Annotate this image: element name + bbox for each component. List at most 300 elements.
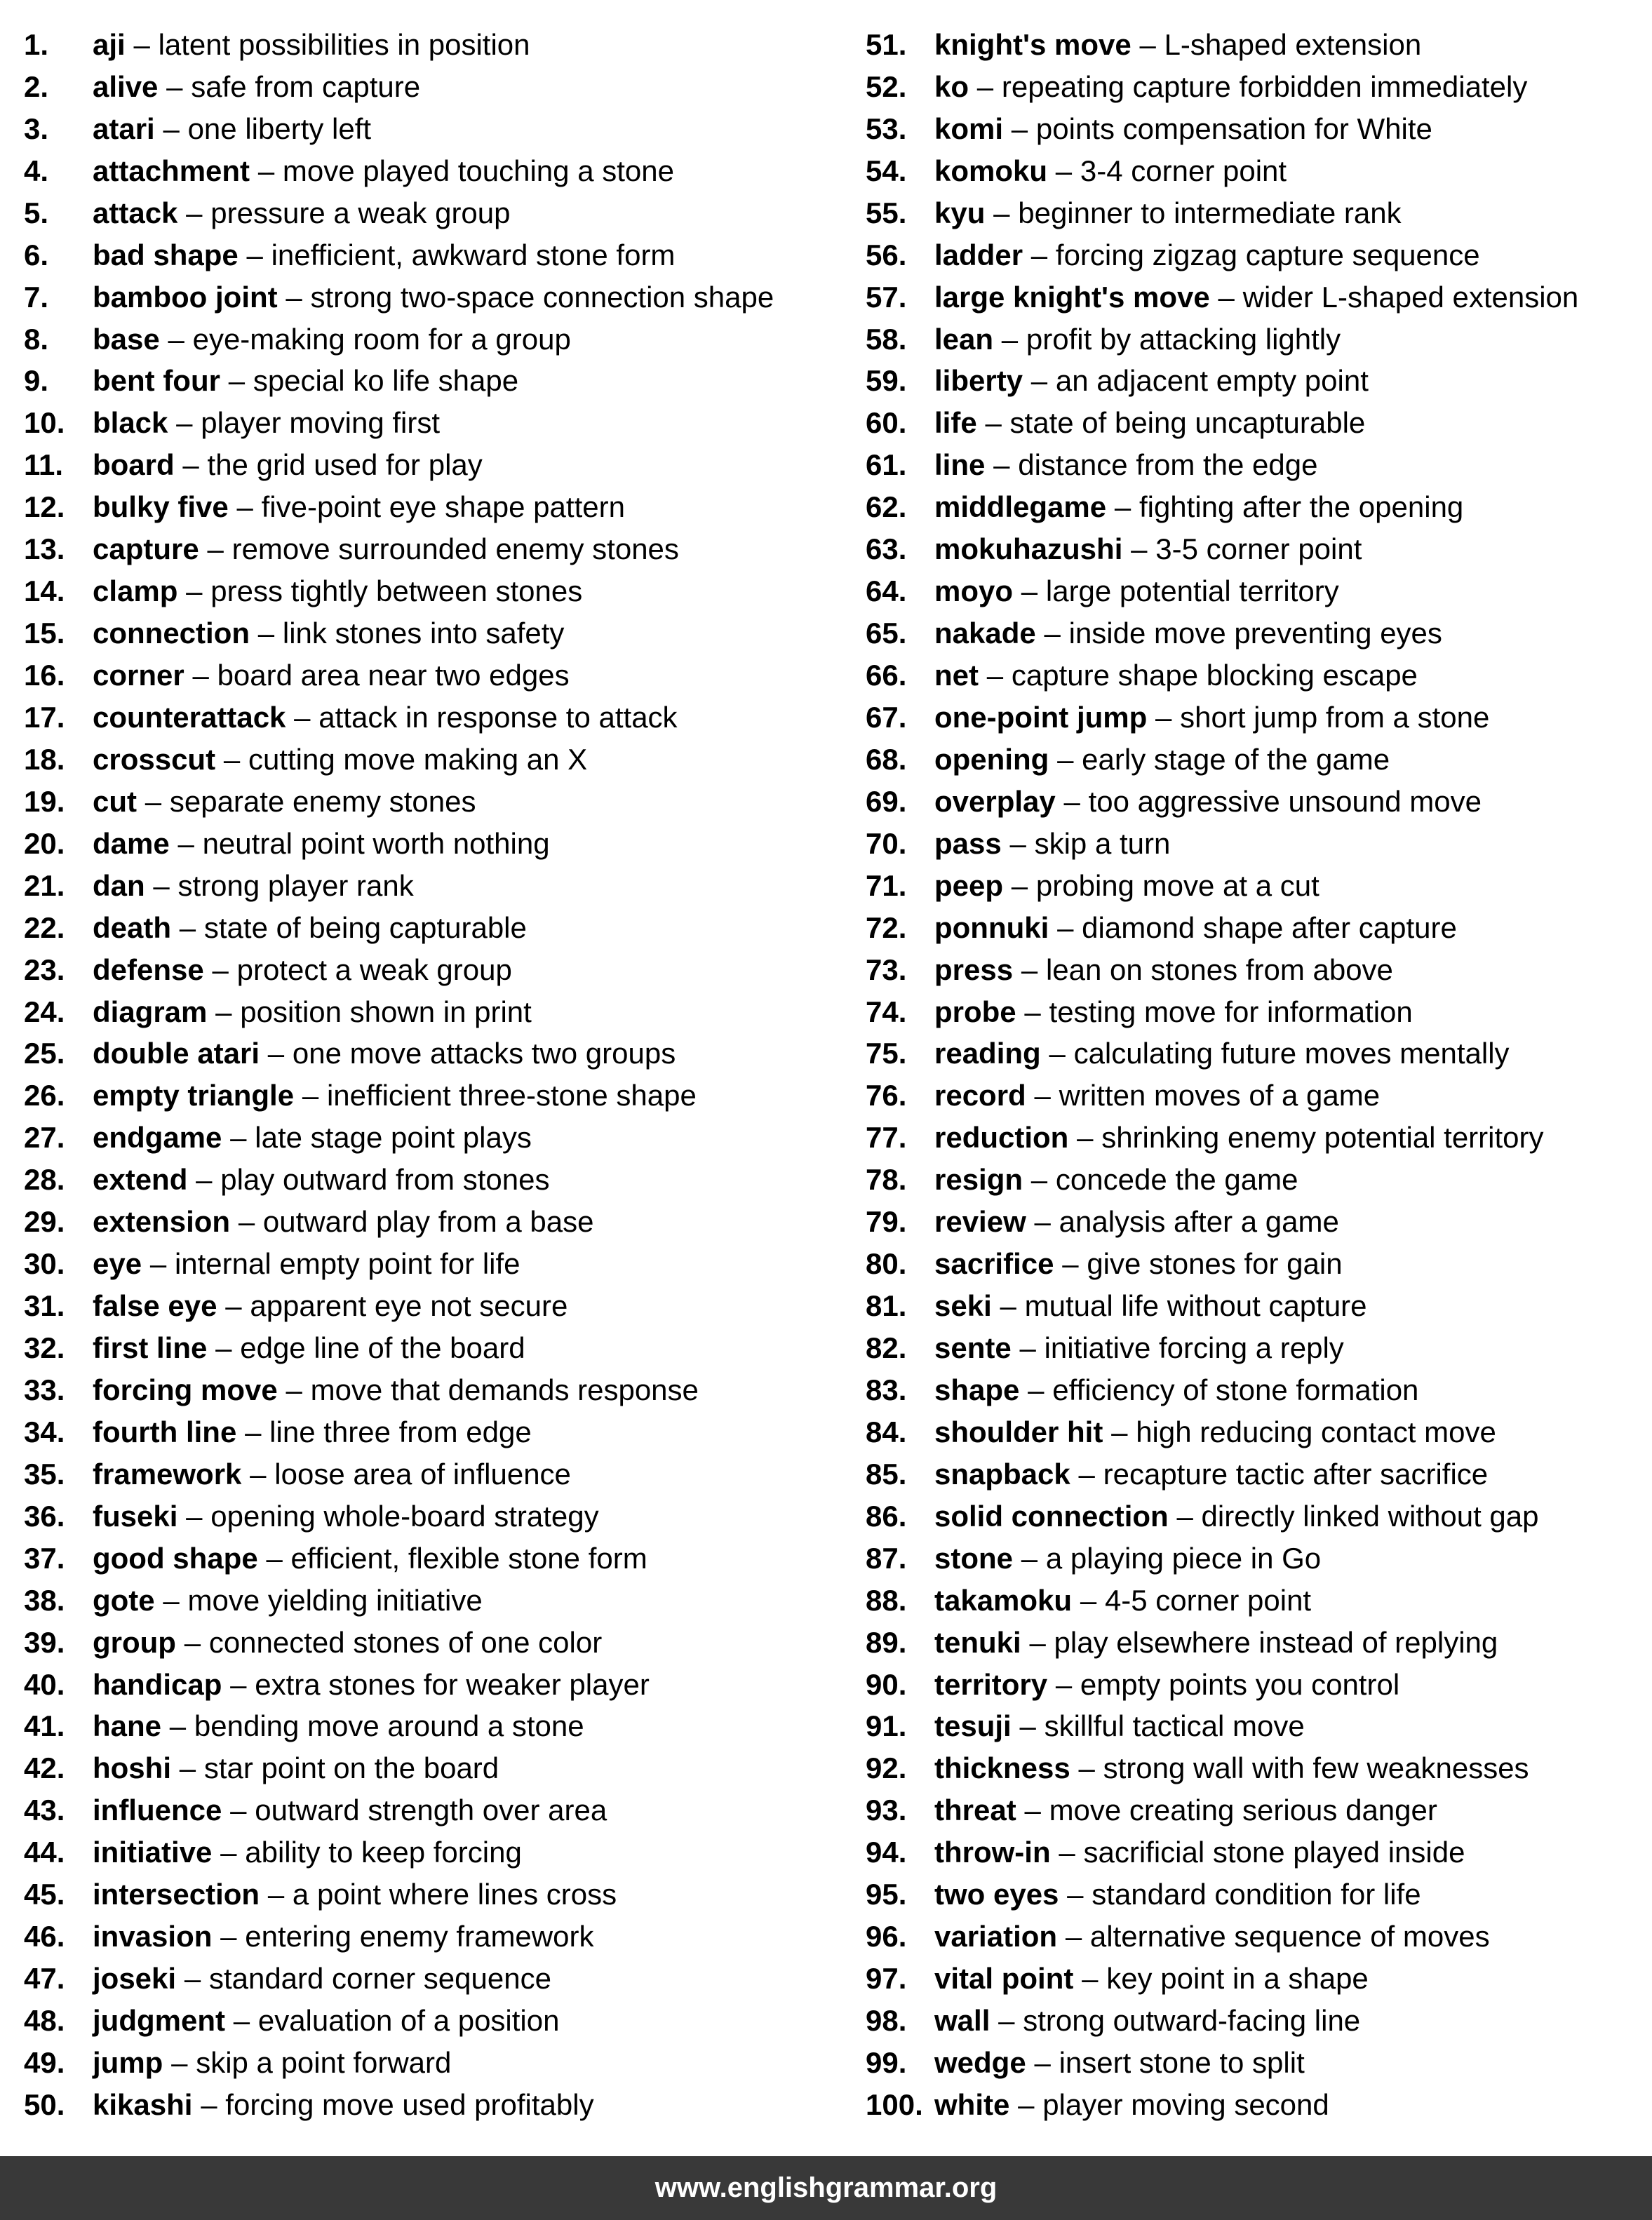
entry-definition: move yielding initiative: [187, 1583, 483, 1617]
entry-term: ladder: [934, 238, 1023, 271]
entry-term: resign: [934, 1163, 1023, 1197]
entry-definition: one liberty left: [187, 112, 372, 145]
entry-term: handicap: [93, 1667, 222, 1701]
entry-term: connection: [93, 617, 250, 650]
list-item: [24, 318, 852, 361]
list-item: [866, 1664, 1644, 1706]
entry-term: extension: [93, 1205, 231, 1239]
entry-separator: –: [223, 742, 241, 776]
list-item: [866, 612, 1644, 654]
entry-separator: –: [186, 196, 203, 229]
entry-number: 41.: [24, 1709, 65, 1743]
entry-term: bulky five: [93, 490, 229, 524]
entry-term: komi: [934, 112, 1004, 145]
entry-number: 29.: [24, 1205, 65, 1239]
entry-separator: –: [168, 322, 184, 356]
entry-separator: –: [1218, 280, 1235, 314]
entry-separator: –: [1034, 2045, 1051, 2079]
entry-number: 60.: [866, 406, 907, 440]
entry-separator: –: [230, 1667, 247, 1701]
entry-number: 24.: [24, 995, 65, 1028]
entry-term: peep: [934, 868, 1004, 902]
entry-separator: –: [225, 1289, 242, 1323]
list-item: [866, 739, 1644, 781]
list-item: [24, 1411, 852, 1453]
entry-separator: –: [215, 995, 232, 1028]
entry-number: 38.: [24, 1583, 65, 1617]
entry-separator: –: [166, 69, 183, 103]
entry-number: 49.: [24, 2045, 65, 2079]
entry-separator: –: [133, 27, 150, 61]
entry-number: 92.: [866, 1751, 907, 1785]
entry-term: eye: [93, 1247, 142, 1281]
entry-term: group: [93, 1625, 176, 1659]
list-item: [866, 1873, 1644, 1916]
entry-separator: –: [1062, 1247, 1079, 1281]
entry-separator: –: [233, 2004, 250, 2038]
entry-term: fuseki: [93, 1499, 178, 1533]
list-item: [24, 823, 852, 865]
entry-separator: –: [267, 1037, 285, 1070]
entry-term: attachment: [93, 154, 250, 187]
entry-number: 52.: [866, 69, 907, 103]
list-item: [24, 1495, 852, 1538]
entry-term: snapback: [934, 1457, 1070, 1491]
entry-number: 72.: [866, 910, 907, 944]
entry-number: 84.: [866, 1415, 907, 1448]
entry-number: 77.: [866, 1121, 907, 1155]
list-item: [24, 1075, 852, 1117]
entry-separator: –: [1057, 910, 1074, 944]
entry-term: bent four: [93, 364, 220, 398]
entry-separator: –: [1028, 1373, 1045, 1406]
entry-definition: player moving second: [1042, 2087, 1329, 2121]
entry-separator: –: [184, 1625, 201, 1659]
entry-definition: standard corner sequence: [208, 1962, 551, 1996]
entry-term: probe: [934, 995, 1016, 1028]
entry-number: 80.: [866, 1247, 907, 1281]
entry-number: 61.: [866, 448, 907, 482]
entry-definition: evaluation of a position: [257, 2004, 560, 2038]
entry-definition: recapture tactic after sacrifice: [1103, 1457, 1489, 1491]
entry-term: life: [934, 406, 977, 440]
entry-number: 36.: [24, 1499, 65, 1533]
entry-number: 97.: [866, 1962, 907, 1996]
entry-number: 53.: [866, 112, 907, 145]
entry-term: invasion: [93, 1920, 213, 1953]
entry-number: 21.: [24, 868, 65, 902]
list-item: [866, 1285, 1644, 1327]
entry-term: net: [934, 659, 979, 692]
entry-term: seki: [934, 1289, 992, 1323]
entry-term: dan: [93, 868, 145, 902]
entry-definition: state of being capturable: [203, 910, 527, 944]
entry-separator: –: [230, 1794, 247, 1827]
entry-term: record: [934, 1079, 1026, 1112]
entry-definition: star point on the board: [203, 1751, 499, 1785]
entry-separator: –: [1019, 1331, 1036, 1365]
entry-separator: –: [993, 196, 1010, 229]
entry-number: 69.: [866, 784, 907, 818]
entry-term: attack: [93, 196, 178, 229]
list-item: [866, 949, 1644, 991]
entry-separator: –: [1009, 826, 1026, 860]
list-item: [24, 1538, 852, 1580]
entry-definition: a playing piece in Go: [1045, 1541, 1322, 1575]
entry-term: false eye: [93, 1289, 217, 1323]
entry-separator: –: [153, 868, 170, 902]
entry-term: capture: [93, 532, 199, 566]
entry-separator: –: [267, 1878, 285, 1911]
list-item: [866, 1033, 1644, 1075]
entry-separator: –: [1155, 700, 1172, 734]
entry-number: 58.: [866, 322, 907, 356]
entry-definition: analysis after a game: [1059, 1205, 1339, 1239]
entry-definition: inefficient three-stone shape: [326, 1079, 697, 1112]
entry-separator: –: [186, 574, 203, 608]
list-item: [866, 1117, 1644, 1159]
list-item: [24, 1622, 852, 1664]
entry-term: reduction: [934, 1121, 1069, 1155]
entry-separator: –: [163, 112, 180, 145]
list-item: [866, 276, 1644, 318]
entry-separator: –: [236, 490, 253, 524]
entry-definition: insert stone to split: [1059, 2045, 1305, 2079]
entry-term: initiative: [93, 1836, 213, 1869]
entry-term: opening: [934, 742, 1049, 776]
entry-definition: strong player rank: [177, 868, 414, 902]
list-item: [866, 2084, 1644, 2126]
entry-term: hane: [93, 1709, 162, 1743]
entry-number: 83.: [866, 1373, 907, 1406]
list-item: [24, 1159, 852, 1201]
list-item: [24, 234, 852, 276]
entry-definition: directly linked without gap: [1201, 1499, 1539, 1533]
list-item: [24, 1706, 852, 1748]
entry-term: takamoku: [934, 1583, 1073, 1617]
entry-definition: empty points you control: [1080, 1667, 1400, 1701]
entry-term: board: [93, 448, 175, 482]
list-item: [866, 1538, 1644, 1580]
list-item: [866, 1453, 1644, 1495]
entry-term: jump: [93, 2045, 163, 2079]
entry-definition: beginner to intermediate rank: [1018, 196, 1402, 229]
entry-separator: –: [286, 280, 302, 314]
entry-number: 14.: [24, 574, 65, 608]
entry-separator: –: [192, 659, 209, 692]
list-item: [866, 318, 1644, 361]
entry-term: tesuji: [934, 1709, 1012, 1743]
list-item: [866, 234, 1644, 276]
list-item: [24, 1033, 852, 1075]
entry-separator: –: [1080, 1583, 1097, 1617]
list-item: [866, 781, 1644, 823]
entry-separator: –: [257, 154, 275, 187]
entry-term: fourth line: [93, 1415, 237, 1448]
entry-separator: –: [1029, 1625, 1046, 1659]
entry-number: 98.: [866, 2004, 907, 2038]
entry-term: first line: [93, 1331, 208, 1365]
entry-separator: –: [228, 364, 246, 398]
list-item: [24, 1873, 852, 1916]
entry-definition: move that demands response: [310, 1373, 699, 1406]
entry-term: defense: [93, 953, 204, 986]
entry-definition: diamond shape after capture: [1082, 910, 1457, 944]
list-item: [866, 907, 1644, 949]
entry-separator: –: [1131, 532, 1148, 566]
entry-number: 67.: [866, 700, 907, 734]
entry-number: 93.: [866, 1794, 907, 1827]
entry-number: 35.: [24, 1457, 65, 1491]
entry-definition: pressure a weak group: [210, 196, 511, 229]
entry-separator: –: [246, 238, 263, 271]
entry-definition: move played touching a stone: [282, 154, 674, 187]
entry-number: 17.: [24, 700, 65, 734]
entry-definition: skillful tactical move: [1044, 1709, 1305, 1743]
entry-definition: apparent eye not secure: [250, 1289, 568, 1323]
entry-term: hoshi: [93, 1751, 171, 1785]
list-item: [866, 1958, 1644, 2000]
entry-term: knight's move: [934, 27, 1131, 61]
list-item: [24, 1580, 852, 1622]
entry-number: 85.: [866, 1457, 907, 1491]
entry-definition: fighting after the opening: [1139, 490, 1464, 524]
entry-number: 75.: [866, 1037, 907, 1070]
entry-term: middlegame: [934, 490, 1107, 524]
entry-number: 2.: [24, 69, 49, 103]
entry-definition: high reducing contact move: [1136, 1415, 1496, 1448]
entry-number: 13.: [24, 532, 65, 566]
entry-number: 30.: [24, 1247, 65, 1281]
entry-term: crosscut: [93, 742, 216, 776]
list-item: [866, 444, 1644, 486]
list-item: [866, 1916, 1644, 1958]
entry-number: 32.: [24, 1331, 65, 1365]
entry-definition: points compensation for White: [1035, 112, 1432, 145]
entry-separator: –: [1024, 995, 1041, 1028]
entry-number: 22.: [24, 910, 65, 944]
entry-separator: –: [163, 1583, 180, 1617]
entry-number: 95.: [866, 1878, 907, 1911]
entry-definition: remove surrounded enemy stones: [231, 532, 679, 566]
entry-definition: loose area of influence: [274, 1457, 571, 1491]
entry-term: komoku: [934, 154, 1048, 187]
list-item: [24, 907, 852, 949]
list-item: [866, 402, 1644, 444]
entry-number: 82.: [866, 1331, 907, 1365]
entry-definition: state of being uncapturable: [1009, 406, 1366, 440]
entry-number: 54.: [866, 154, 907, 187]
entry-definition: play outward from stones: [220, 1163, 550, 1197]
entry-term: base: [93, 322, 160, 356]
entry-term: press: [934, 953, 1014, 986]
entry-definition: capture shape blocking escape: [1011, 659, 1418, 692]
entry-separator: –: [1000, 1289, 1016, 1323]
entry-separator: –: [149, 1247, 167, 1281]
list-item: [24, 1831, 852, 1873]
list-item: [866, 2000, 1644, 2042]
entry-definition: board area near two edges: [217, 659, 570, 692]
entry-term: sacrifice: [934, 1247, 1054, 1281]
entry-separator: –: [1057, 742, 1074, 776]
entry-separator: –: [286, 1373, 302, 1406]
list-item: [866, 697, 1644, 739]
entry-number: 89.: [866, 1625, 907, 1659]
entry-definition: initiative forcing a reply: [1044, 1331, 1344, 1365]
list-item: [866, 24, 1644, 66]
entry-definition: the grid used for play: [207, 448, 483, 482]
entry-term: sente: [934, 1331, 1012, 1365]
list-item: [24, 1285, 852, 1327]
entry-definition: edge line of the board: [240, 1331, 525, 1365]
entry-definition: connected stones of one color: [208, 1625, 603, 1659]
entry-separator: –: [230, 1121, 247, 1155]
entry-term: white: [934, 2087, 1010, 2121]
list-item: [24, 1243, 852, 1285]
entry-separator: –: [1024, 1794, 1041, 1827]
entry-term: shoulder hit: [934, 1415, 1103, 1448]
entry-definition: calculating future moves mentally: [1073, 1037, 1510, 1070]
list-item: [24, 2000, 852, 2042]
list-item: [866, 361, 1644, 403]
list-item: [866, 1580, 1644, 1622]
entry-number: 51.: [866, 27, 907, 61]
entry-definition: lean on stones from above: [1045, 953, 1393, 986]
entry-term: empty triangle: [93, 1079, 295, 1112]
entry-definition: probing move at a cut: [1035, 868, 1319, 902]
entry-term: judgment: [93, 2004, 225, 2038]
entry-definition: efficient, flexible stone form: [290, 1541, 647, 1575]
entry-separator: –: [986, 659, 1004, 692]
entry-definition: cutting move making an X: [248, 742, 588, 776]
entry-definition: late stage point plays: [255, 1121, 532, 1155]
entry-definition: safe from capture: [191, 69, 421, 103]
list-item: [866, 108, 1644, 150]
list-item: [866, 570, 1644, 612]
entry-definition: internal empty point for life: [174, 1247, 521, 1281]
list-item: [866, 486, 1644, 528]
list-item: [24, 570, 852, 612]
entry-definition: inefficient, awkward stone form: [271, 238, 676, 271]
entry-separator: –: [179, 910, 196, 944]
entry-definition: alternative sequence of moves: [1089, 1920, 1490, 1953]
entry-definition: 3-4 corner point: [1080, 154, 1287, 187]
entry-term: gote: [93, 1583, 155, 1617]
entry-number: 96.: [866, 1920, 907, 1953]
entry-number: 43.: [24, 1794, 65, 1827]
entry-definition: forcing zigzag capture sequence: [1055, 238, 1480, 271]
list-item: [24, 1958, 852, 2000]
entry-definition: L-shaped extension: [1164, 27, 1422, 61]
entry-definition: a point where lines cross: [292, 1878, 617, 1911]
list-item: [866, 654, 1644, 697]
list-item: [24, 486, 852, 528]
entry-separator: –: [220, 1920, 237, 1953]
entry-number: 56.: [866, 238, 907, 271]
vocabulary-list-left: [24, 24, 852, 2126]
entry-term: bamboo joint: [93, 280, 278, 314]
list-item: [24, 1327, 852, 1369]
entry-term: ko: [934, 69, 969, 103]
list-item: [24, 1747, 852, 1789]
list-item: [24, 1369, 852, 1411]
list-item: [24, 150, 852, 192]
entry-definition: sacrificial stone played inside: [1083, 1836, 1465, 1869]
entry-definition: testing move for information: [1049, 995, 1413, 1028]
entry-definition: play elsewhere instead of replying: [1054, 1625, 1498, 1659]
entry-separator: –: [184, 1962, 201, 1996]
entry-number: 40.: [24, 1667, 65, 1701]
list-item: [866, 66, 1644, 108]
entry-number: 66.: [866, 659, 907, 692]
entry-separator: –: [1011, 112, 1028, 145]
list-item: [866, 823, 1644, 865]
entry-number: 65.: [866, 617, 907, 650]
entry-number: 34.: [24, 1415, 65, 1448]
entry-number: 23.: [24, 953, 65, 986]
list-item: [866, 150, 1644, 192]
entry-number: 10.: [24, 406, 65, 440]
entry-number: 31.: [24, 1289, 65, 1323]
entry-separator: –: [212, 953, 229, 986]
entry-number: 1.: [24, 27, 49, 61]
entry-number: 81.: [866, 1289, 907, 1323]
entry-number: 90.: [866, 1667, 907, 1701]
entry-number: 7.: [24, 280, 49, 314]
entry-separator: –: [993, 448, 1010, 482]
entry-definition: skip a turn: [1034, 826, 1171, 860]
list-item: [24, 276, 852, 318]
entry-definition: give stones for gain: [1087, 1247, 1343, 1281]
list-item: [866, 1369, 1644, 1411]
entry-term: territory: [934, 1667, 1048, 1701]
entry-term: vital point: [934, 1962, 1074, 1996]
entry-number: 99.: [866, 2045, 907, 2079]
entry-term: review: [934, 1205, 1026, 1239]
entry-definition: forcing move used profitably: [225, 2087, 594, 2121]
entry-term: cut: [93, 784, 137, 818]
list-item: [866, 1243, 1644, 1285]
list-item: [24, 612, 852, 654]
entry-term: corner: [93, 659, 184, 692]
entry-number: 27.: [24, 1121, 65, 1155]
list-item: [24, 108, 852, 150]
entry-number: 28.: [24, 1163, 65, 1197]
entry-separator: –: [985, 406, 1002, 440]
entry-separator: –: [171, 2045, 188, 2079]
footer-bar: [0, 2156, 1652, 2220]
entry-definition: early stage of the game: [1082, 742, 1390, 776]
list-item: [24, 697, 852, 739]
entry-separator: –: [266, 1541, 283, 1575]
entry-definition: large potential territory: [1045, 574, 1339, 608]
entry-definition: extra stones for weaker player: [255, 1667, 650, 1701]
entry-separator: –: [186, 1499, 203, 1533]
entry-separator: –: [1030, 364, 1048, 398]
entry-separator: –: [1021, 1541, 1038, 1575]
entry-separator: –: [257, 617, 275, 650]
entry-separator: –: [1059, 1836, 1075, 1869]
entry-number: 25.: [24, 1037, 65, 1070]
entry-definition: latent possibilities in position: [158, 27, 530, 61]
list-item: [24, 781, 852, 823]
entry-term: overplay: [934, 784, 1056, 818]
entry-number: 20.: [24, 826, 65, 860]
entry-term: throw-in: [934, 1836, 1051, 1869]
entry-term: clamp: [93, 574, 178, 608]
entry-separator: –: [1067, 1878, 1084, 1911]
entry-term: atari: [93, 112, 155, 145]
